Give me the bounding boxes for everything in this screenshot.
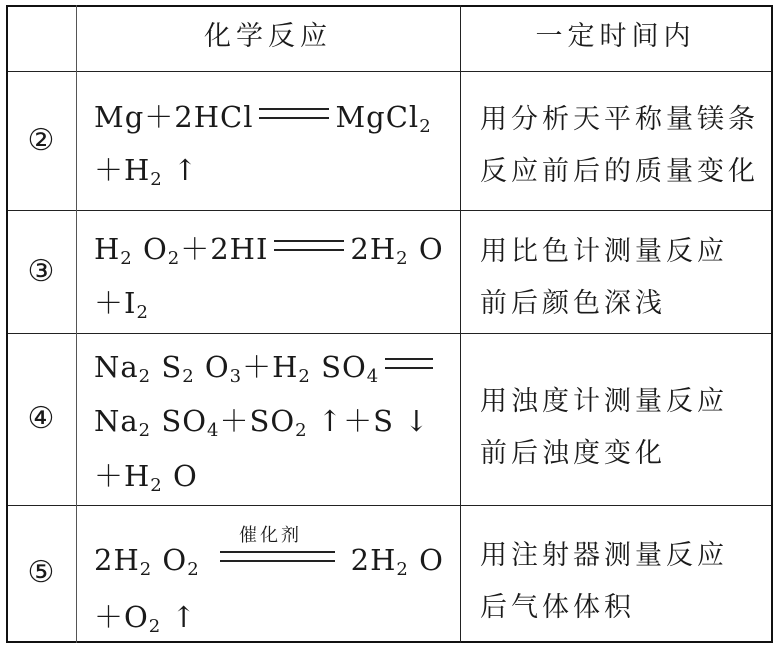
equation-line: $+H_2$ O [94, 459, 198, 496]
row-divider [6, 505, 773, 506]
equals-sign [385, 358, 433, 369]
row-divider [6, 210, 773, 211]
equals-sign [274, 240, 344, 251]
measure-text: 用比色计测量反应 [480, 236, 728, 267]
header-measure: 一定时间内 [535, 21, 696, 52]
equals-sign [259, 108, 329, 119]
column-divider [76, 5, 77, 643]
measure-text: 前后颜色深浅 [480, 288, 666, 319]
row-number: ⑤ [27, 555, 55, 590]
row-number: ② [27, 123, 55, 158]
header-reaction: 化学反应 [204, 21, 332, 52]
catalyst-label: 催化剂 [239, 525, 302, 546]
equation-line: $+O_2$ ↑ [94, 600, 197, 637]
reaction-table [6, 5, 773, 643]
equation-line: $+H_2$ ↑ [94, 153, 199, 190]
equation-line: $+I_2$ [94, 286, 149, 323]
column-divider [460, 5, 461, 643]
equals-sign [220, 551, 335, 562]
measure-text: 用浊度计测量反应 [480, 386, 728, 417]
equation-line: $Na_2$ $SO_4+SO_2$ ↑＋S ↓ [94, 404, 430, 441]
measure-text: 前后浊度变化 [480, 438, 666, 469]
measure-text: 用分析天平称量镁条 [480, 104, 759, 135]
measure-text: 后气体体积 [480, 592, 635, 623]
table-right-border [771, 5, 773, 643]
equation-line: $Na_2$ $S_2$ $O_3+H_2$ $SO_4$ [94, 345, 439, 387]
equation-line: $2H_2$ $O_2$ $2H_2$ O [94, 543, 444, 580]
row-divider [6, 333, 773, 334]
equation-line: Mg＋2HCl MgCl$_2$ [94, 100, 432, 137]
row-number: ④ [27, 401, 55, 436]
row-divider [6, 71, 773, 72]
equation-line: $H_2$ $O_2+2HI$ $2H_2$ O [94, 232, 444, 269]
row-number: ③ [27, 254, 55, 289]
measure-text: 反应前后的质量变化 [480, 156, 759, 187]
measure-text: 用注射器测量反应 [480, 540, 728, 571]
table-bottom-border [6, 641, 773, 643]
